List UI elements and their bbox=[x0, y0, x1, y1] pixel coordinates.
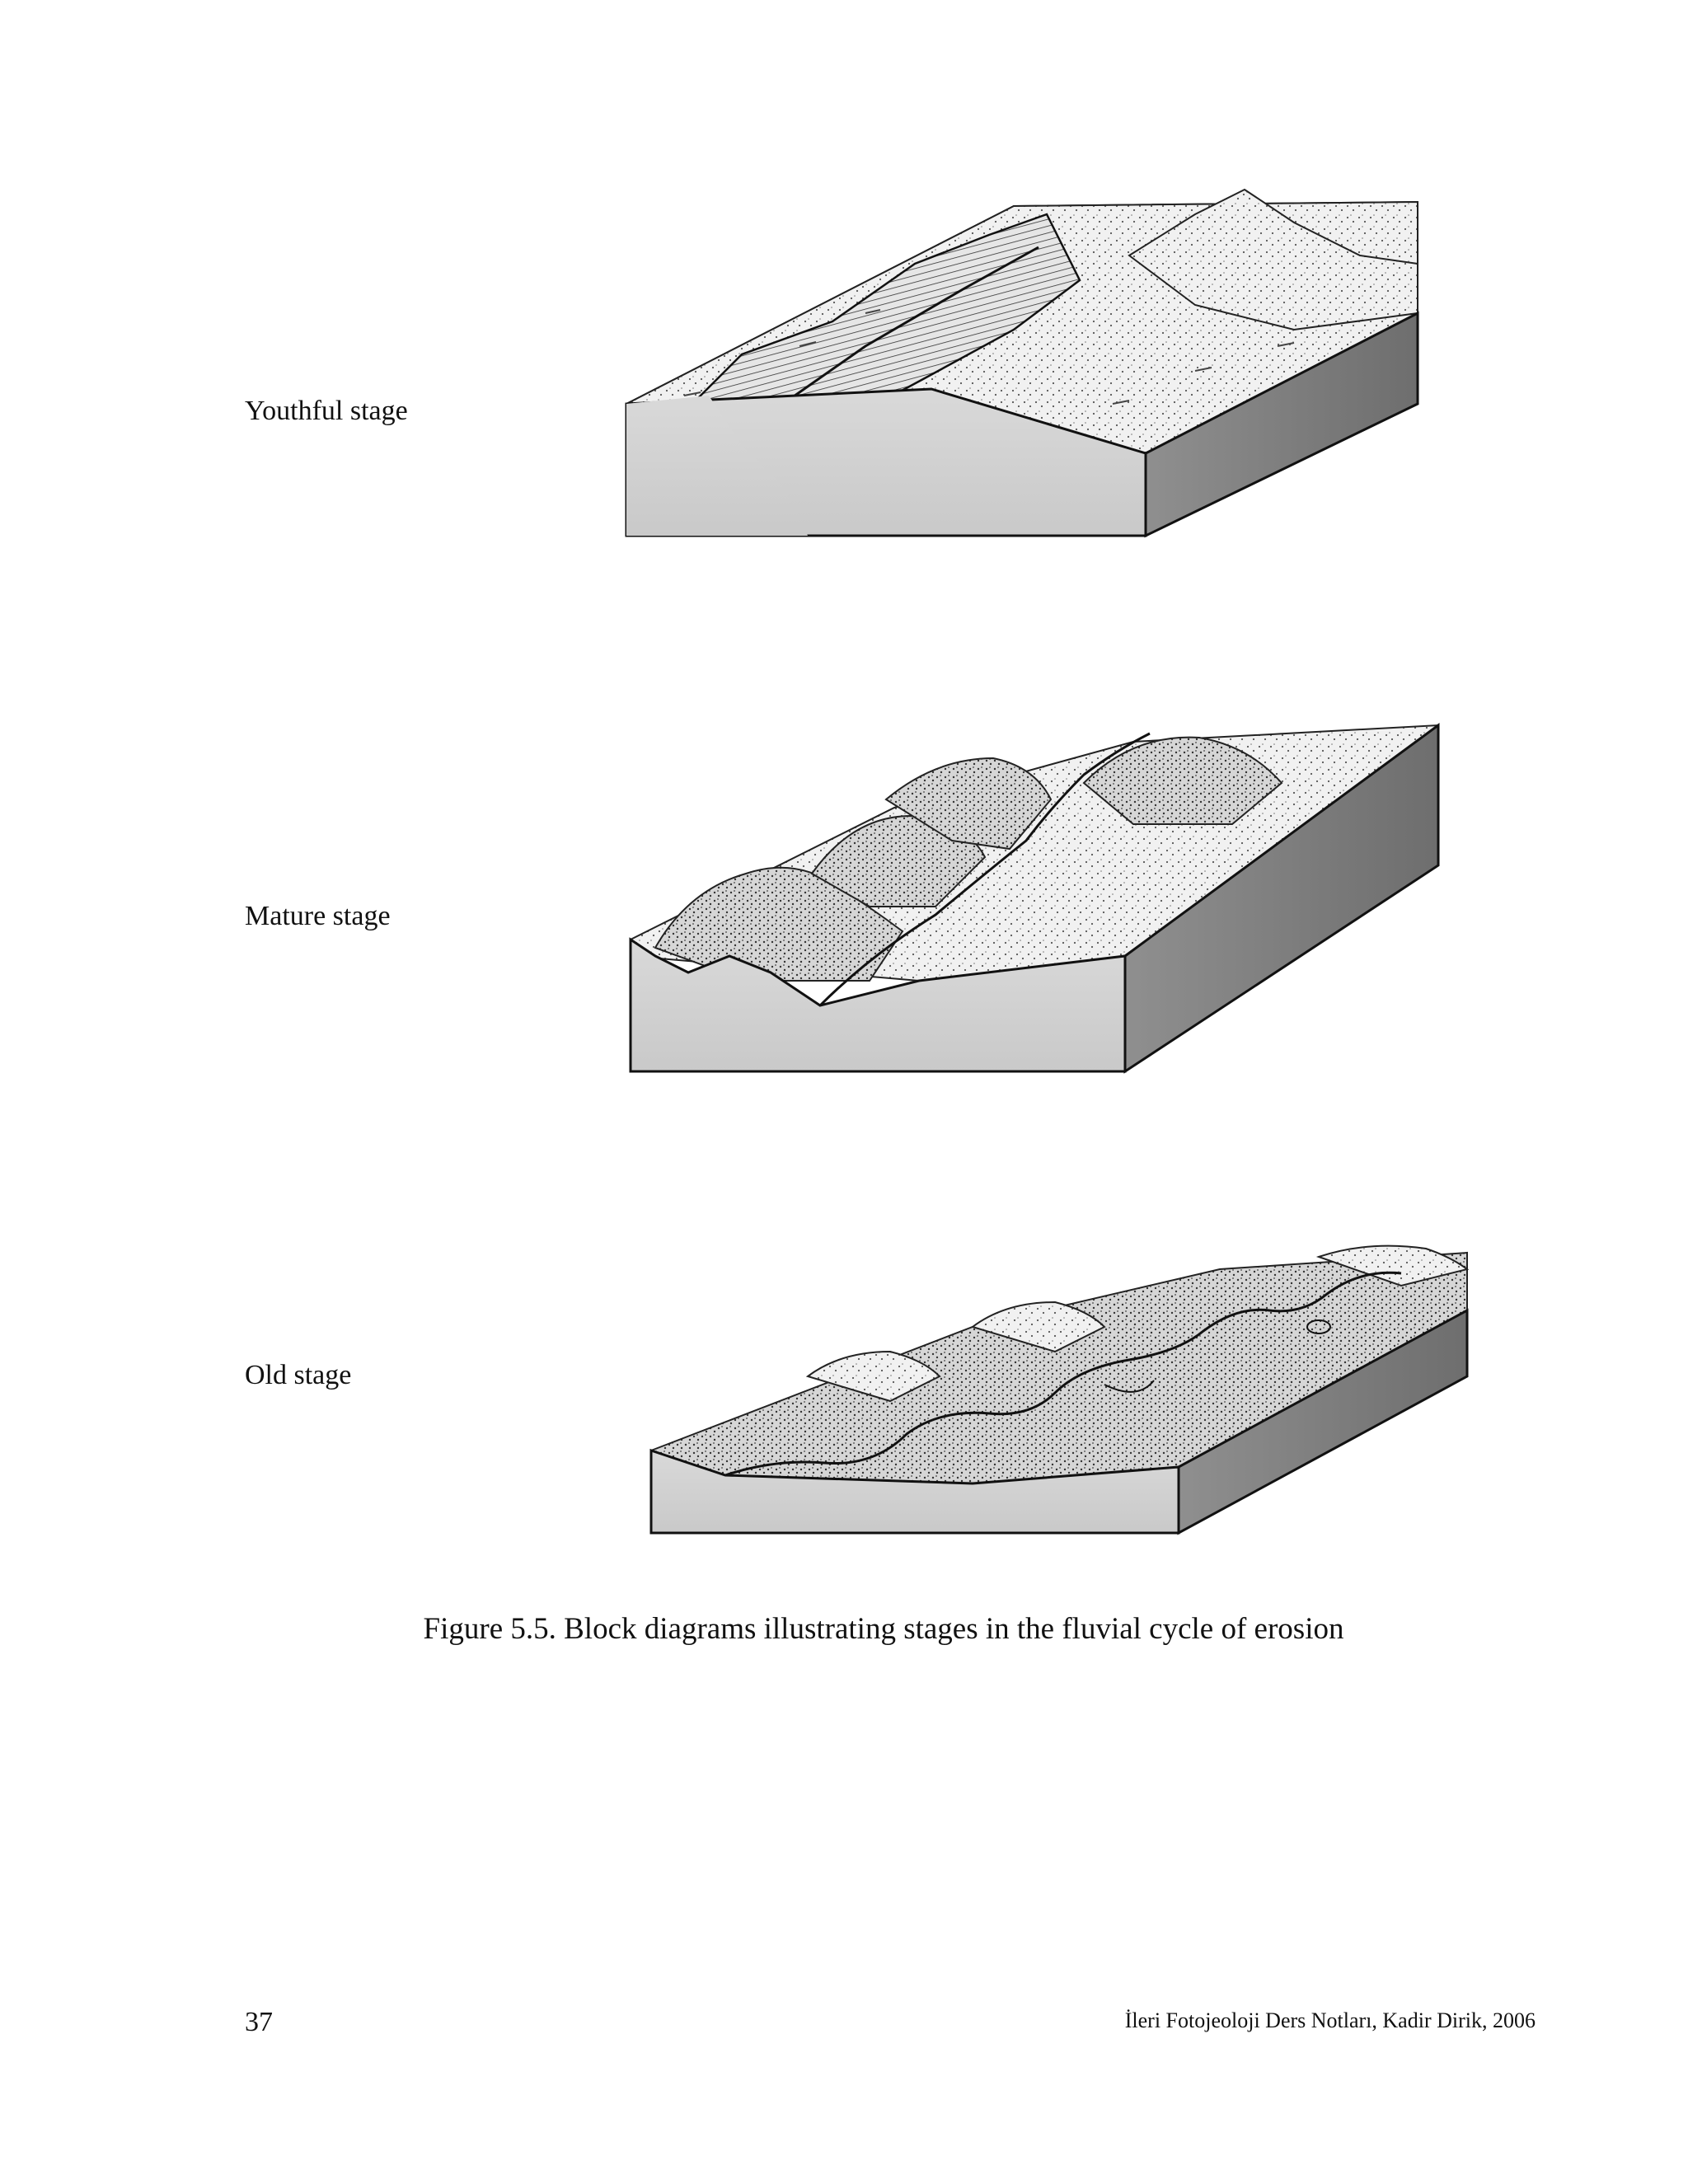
figure-caption-text: Figure 5.5. Block diagrams illustrating stages in the fluvial cycle of erosion bbox=[423, 1612, 1344, 1646]
stage-label-mature: Mature stage bbox=[245, 901, 391, 931]
page-number: 37 bbox=[245, 2007, 273, 2037]
figure-caption bbox=[0, 1611, 1688, 1647]
stage-label-old: Old stage bbox=[245, 1360, 352, 1390]
footer-credit: İleri Fotojeoloji Ders Notları, Kadir Dirik, 2006 bbox=[1124, 2008, 1536, 2032]
stage-label-youthful: Youthful stage bbox=[245, 396, 408, 426]
youthful-stage-block-diagram bbox=[618, 157, 1442, 552]
old-stage-block-diagram bbox=[643, 1236, 1492, 1549]
mature-stage-block-diagram bbox=[622, 709, 1471, 1080]
